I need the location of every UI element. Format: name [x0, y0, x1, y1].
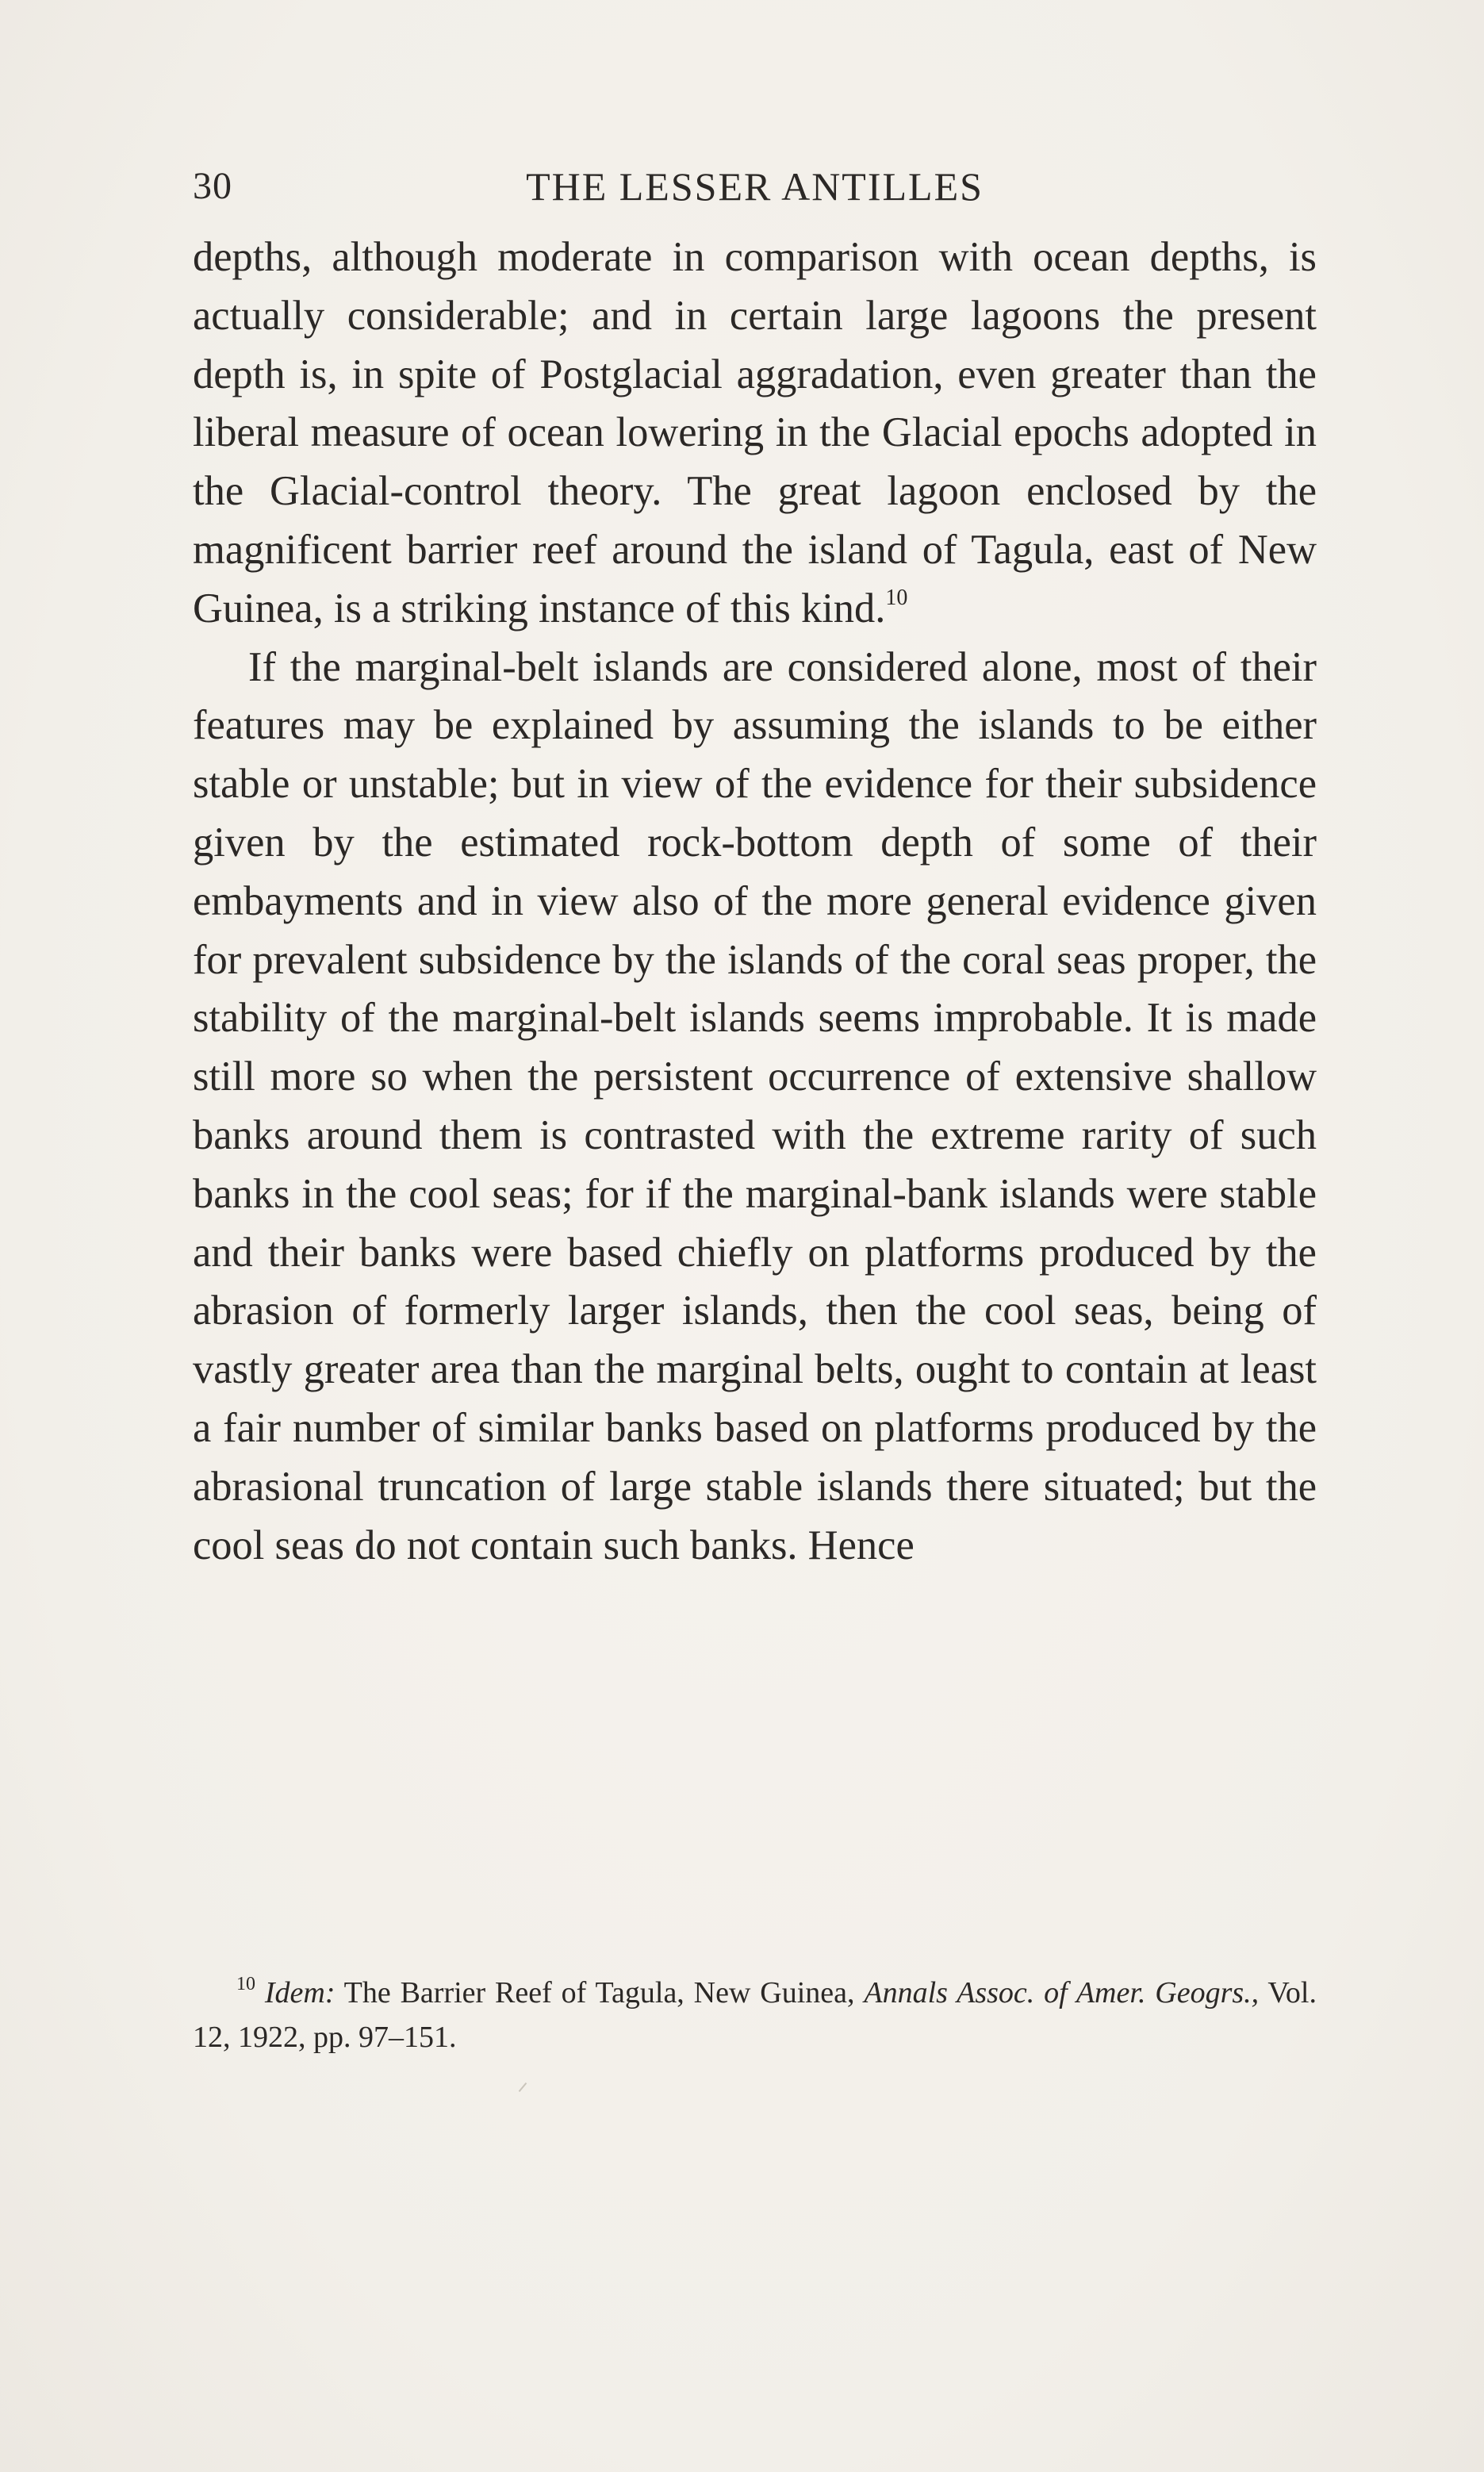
- footnote-title: The Barrier Reef of Tagula, New Guinea,: [343, 1976, 855, 2009]
- body-text: [193, 228, 1317, 1575]
- footnote-number: 10: [236, 1974, 255, 1994]
- footnote-details: Vol. 12, 1922, pp. 97–151.: [193, 1976, 1317, 2054]
- running-title: THE LESSER ANTILLES: [526, 164, 984, 209]
- footnote: [193, 1971, 1317, 2059]
- paragraph-text: depths, although moderate in comparison with ocean depths, is actually considerable; and in certain large lagoons the present depth is, in spite of Postglacial aggradation, even greater than the liberal measure of ocean lowering in the Glacial epochs adopted in the Glacial-control theory. The great lagoon enclosed by the magnificent barrier reef around the island of Tagula, east of New Guinea, is a striking instance of this kind.: [193, 234, 1317, 631]
- stray-pencil-mark: [519, 2082, 527, 2092]
- page-number: 30: [193, 165, 232, 207]
- paragraph-text: If the marginal-belt islands are considered alone, most of their features may be explained by assuming the islands to be either stable or unstable; but in view of the evidence for their subsidence given by the estimated rock-bottom depth of some of their embayments and in view also of the more general evidence given for prevalent subsidence by the islands of the coral seas proper, the stability of the marginal-belt islands seems improbable. It is made still more so when the persistent occurrence of extensive shallow banks around them is contrasted with the extreme rarity of such banks in the cool seas; for if the marginal-bank islands were stable and their banks were based chiefly on platforms produced by the abrasion of formerly larger islands, then the cool seas, being of vastly greater area than the marginal belts, ought to contain at least a fair number of similar banks based on platforms produced by the abrasional truncation of large stable islands there situated; but the cool seas do not contain such banks. Hence: [193, 643, 1317, 1568]
- running-head: [193, 163, 1317, 210]
- footnote-journal: Annals Assoc. of Amer. Geogrs.,: [864, 1976, 1260, 2009]
- footnote-author: Idem:: [264, 1976, 336, 2009]
- paragraph: [193, 639, 1317, 1576]
- footnote-reference: 10: [885, 585, 908, 610]
- paragraph-continued: [193, 228, 1317, 639]
